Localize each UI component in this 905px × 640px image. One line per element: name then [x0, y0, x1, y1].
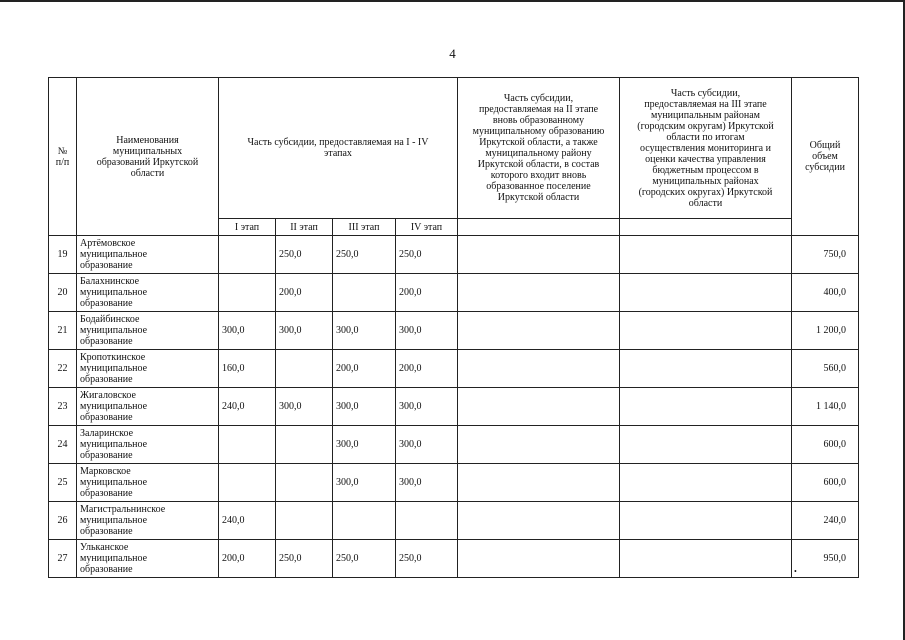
row-name: Балахнинское муниципальное образование — [77, 274, 219, 312]
row-stage-4: 300,0 — [396, 388, 458, 426]
row-name: Артёмовское муниципальное образование — [77, 236, 219, 274]
row-stage-1: 300,0 — [219, 312, 276, 350]
row-name: Кропоткинское муниципальное образование — [77, 350, 219, 388]
row-number: 22 — [49, 350, 77, 388]
row-name: Жигаловское муниципальное образование — [77, 388, 219, 426]
row-part-stage3 — [620, 540, 792, 578]
row-stage-3: 300,0 — [333, 464, 396, 502]
header-number: № п/п — [49, 78, 77, 236]
table-row — [49, 502, 859, 540]
stray-mark: • — [794, 567, 797, 576]
row-stage-1 — [219, 274, 276, 312]
row-number: 25 — [49, 464, 77, 502]
table-row — [49, 350, 859, 388]
header-stage-1: I этап — [219, 219, 276, 236]
row-stage-3: 300,0 — [333, 388, 396, 426]
row-stage-2 — [276, 350, 333, 388]
table-row — [49, 274, 859, 312]
header-part-stage3: Часть субсидии, предоставляемая на III этапе муниципальным районам (городским округам) Иркутской области по итогам осуществления мониторинга и оценки качества управления бюджетным процессом в муниципальных районах (городских округах) Иркутской области — [620, 78, 792, 219]
row-total: 400,0 — [792, 274, 859, 312]
row-number: 26 — [49, 502, 77, 540]
row-number: 19 — [49, 236, 77, 274]
row-part-stage2 — [458, 540, 620, 578]
row-total: 600,0 — [792, 426, 859, 464]
row-stage-1 — [219, 236, 276, 274]
row-stage-1: 240,0 — [219, 388, 276, 426]
row-part-stage3 — [620, 388, 792, 426]
table-row — [49, 464, 859, 502]
table-row — [49, 426, 859, 464]
row-stage-4: 200,0 — [396, 274, 458, 312]
row-stage-3: 200,0 — [333, 350, 396, 388]
row-stage-2 — [276, 502, 333, 540]
header-part-stage3-sub — [620, 219, 792, 236]
row-part-stage2 — [458, 274, 620, 312]
row-stage-4: 300,0 — [396, 464, 458, 502]
header-stage-2: II этап — [276, 219, 333, 236]
row-stage-1: 240,0 — [219, 502, 276, 540]
row-name: Бодайбинское муниципальное образование — [77, 312, 219, 350]
row-stage-3: 300,0 — [333, 426, 396, 464]
row-part-stage3 — [620, 502, 792, 540]
row-stage-2: 250,0 — [276, 236, 333, 274]
row-number: 24 — [49, 426, 77, 464]
row-total: 600,0 — [792, 464, 859, 502]
row-total: 560,0 — [792, 350, 859, 388]
row-stage-4: 200,0 — [396, 350, 458, 388]
header-name: Наименования муниципальных образований Иркутской области — [77, 78, 219, 236]
row-stage-4: 300,0 — [396, 312, 458, 350]
row-total: 1 140,0 — [792, 388, 859, 426]
row-number: 23 — [49, 388, 77, 426]
row-part-stage3 — [620, 274, 792, 312]
header-stages-group: Часть субсидии, предоставляемая на I - IV этапах — [219, 78, 458, 219]
row-part-stage3 — [620, 236, 792, 274]
row-stage-1: 200,0 — [219, 540, 276, 578]
table-row — [49, 388, 859, 426]
row-number: 20 — [49, 274, 77, 312]
row-part-stage3 — [620, 350, 792, 388]
scan-border-top — [0, 0, 905, 2]
row-part-stage2 — [458, 426, 620, 464]
row-name: Заларинское муниципальное образование — [77, 426, 219, 464]
row-stage-4 — [396, 502, 458, 540]
row-stage-1 — [219, 426, 276, 464]
row-part-stage3 — [620, 464, 792, 502]
row-part-stage2 — [458, 464, 620, 502]
row-stage-3: 300,0 — [333, 312, 396, 350]
table-row — [49, 312, 859, 350]
row-stage-3: 250,0 — [333, 540, 396, 578]
row-stage-3: 250,0 — [333, 236, 396, 274]
row-name: Ульканское муниципальное образование — [77, 540, 219, 578]
row-total: 1 200,0 — [792, 312, 859, 350]
row-stage-2 — [276, 426, 333, 464]
row-number: 21 — [49, 312, 77, 350]
row-stage-1 — [219, 464, 276, 502]
row-stage-4: 250,0 — [396, 236, 458, 274]
row-part-stage2 — [458, 312, 620, 350]
row-stage-4: 250,0 — [396, 540, 458, 578]
row-part-stage2 — [458, 388, 620, 426]
row-stage-3 — [333, 274, 396, 312]
header-stage-3: III этап — [333, 219, 396, 236]
row-total: 950,0 — [792, 540, 859, 578]
row-name: Магистральнинское муниципальное образование — [77, 502, 219, 540]
header-stage-4: IV этап — [396, 219, 458, 236]
subsidy-table — [48, 77, 859, 578]
row-stage-2: 250,0 — [276, 540, 333, 578]
row-stage-4: 300,0 — [396, 426, 458, 464]
header-part-stage2: Часть субсидии, предоставляемая на II этапе вновь образованному муниципальному образованию Иркутской области, а также муниципальному району Иркутской области, в состав которого входит вновь образованное поселение Иркутской области — [458, 78, 620, 219]
header-part-stage2-sub — [458, 219, 620, 236]
row-total: 750,0 — [792, 236, 859, 274]
table-row — [49, 236, 859, 274]
row-number: 27 — [49, 540, 77, 578]
row-stage-2: 300,0 — [276, 388, 333, 426]
table-row — [49, 540, 859, 578]
row-part-stage2 — [458, 236, 620, 274]
row-stage-2: 200,0 — [276, 274, 333, 312]
row-total: 240,0 — [792, 502, 859, 540]
row-stage-1: 160,0 — [219, 350, 276, 388]
row-name: Марковское муниципальное образование — [77, 464, 219, 502]
row-stage-3 — [333, 502, 396, 540]
row-part-stage2 — [458, 502, 620, 540]
row-stage-2: 300,0 — [276, 312, 333, 350]
header-total: Общий объем субсидии — [792, 78, 859, 236]
row-part-stage2 — [458, 350, 620, 388]
row-part-stage3 — [620, 426, 792, 464]
row-part-stage3 — [620, 312, 792, 350]
row-stage-2 — [276, 464, 333, 502]
page-number: 4 — [449, 46, 456, 61]
